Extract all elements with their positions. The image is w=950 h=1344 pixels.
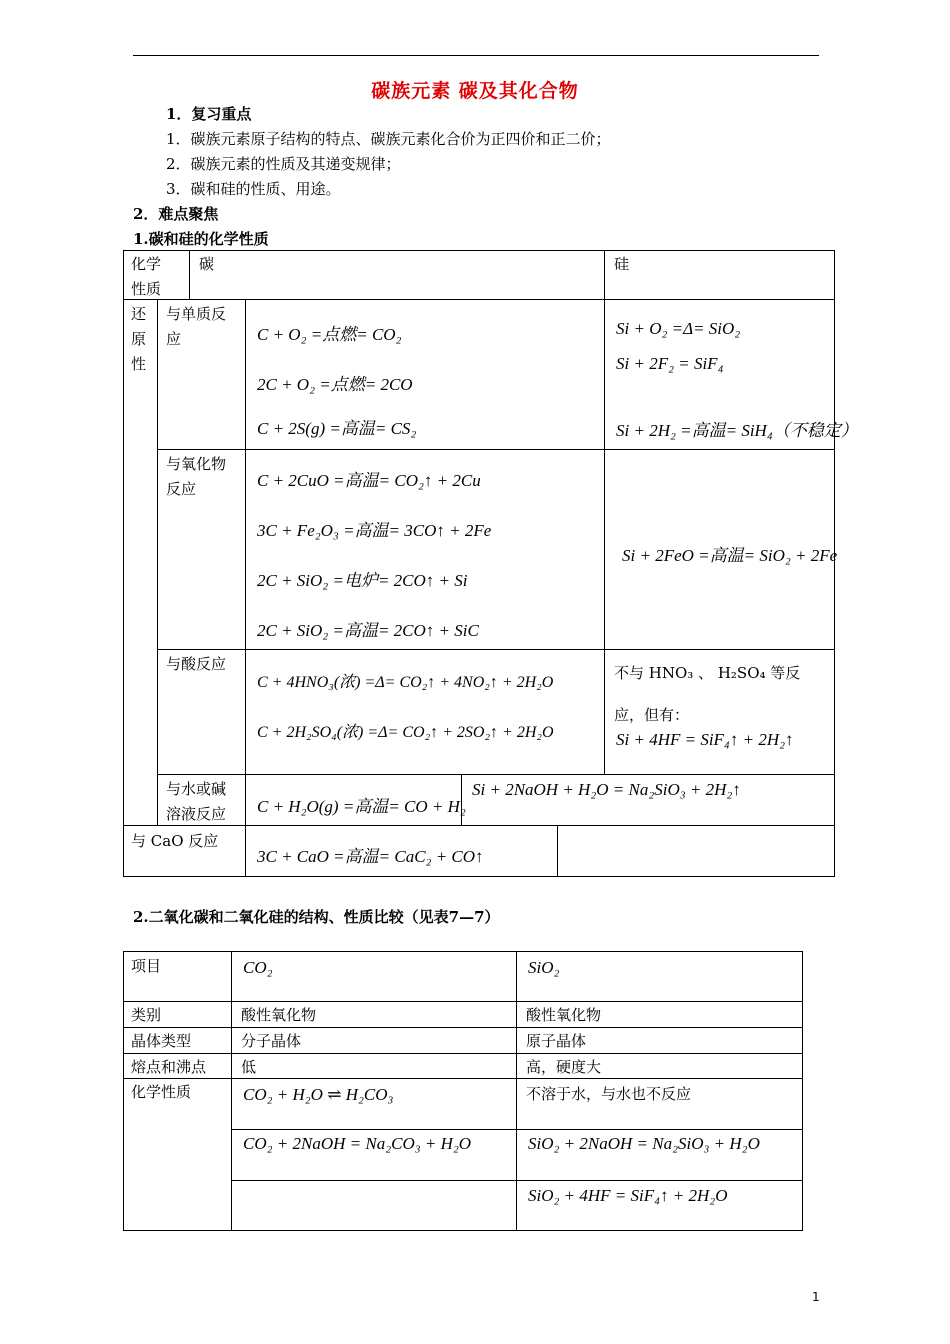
header-silicon: 硅 [614, 255, 630, 273]
review-item-3: 3．碳和硅的性质、用途。 [166, 180, 341, 198]
t2-co2-water: CO₂ + H₂O ⇌ H₂CO₃ [243, 1085, 394, 1104]
t2-row-category: 类别 [131, 1006, 162, 1024]
eq-si-hf: Si + 4HF = SiF₄↑ + 2H₂↑ [616, 730, 794, 749]
t2-co2-melting: 低 [241, 1058, 257, 1076]
eq-si-feo: Si + 2FeO =高温= SiO₂ + 2Fe [622, 546, 838, 565]
t2-co2-category: 酸性氧化物 [241, 1006, 317, 1024]
eq-c-hno3: C + 4HNO₃(浓) =Δ= CO₂↑ + 4NO₂↑ + 2H₂O [257, 674, 554, 691]
note-but: 应，但有： [614, 706, 690, 724]
table1-heading: 1.碳和硅的化学性质 [133, 230, 269, 248]
t2-row-chem: 化学性质 [131, 1083, 192, 1101]
eq-si-naoh: Si + 2NaOH + H₂O = Na₂SiO₃ + 2H₂↑ [472, 780, 741, 799]
t2-header-co2: CO₂ [243, 958, 273, 977]
note-no-reaction-acids: 不与 HNO₃ 、 H₂SO₄ 等反 [614, 664, 801, 682]
t2-sio2-category: 酸性氧化物 [526, 1006, 602, 1024]
header-rule [133, 55, 819, 56]
t2-co2-crystal: 分子晶体 [241, 1032, 302, 1050]
review-item-1: 1．碳族元素原子结构的特点、碳族元素化合价为正四价和正二价； [166, 130, 611, 148]
t2-sio2-melting: 高，硬度大 [526, 1058, 602, 1076]
eq-si-o2-sio2: Si + O₂ =Δ= SiO₂ [616, 319, 741, 338]
eq-c-fe2o3: 3C + Fe₂O₃ =高温= 3CO↑ + 2Fe [257, 521, 492, 540]
eq-c-cao: 3C + CaO =高温= CaC₂ + CO↑ [257, 847, 484, 866]
eq-si-2h2-sih4: Si + 2H₂ =高温= SiH₄（不稳定） [616, 421, 858, 440]
review-item-2: 2．碳族元素的性质及其递变规律； [166, 155, 401, 173]
t2-row-crystal: 晶体类型 [131, 1032, 192, 1050]
header-carbon: 碳 [199, 255, 215, 273]
row-label-element: 与单质反应 [166, 305, 227, 348]
t2-header-item: 项目 [131, 957, 162, 975]
page-number: 1 [812, 1290, 820, 1304]
eq-c-h2o: C + H₂O(g) =高温= CO + H₂ [257, 797, 466, 816]
eq-c-cuo: C + 2CuO =高温= CO₂↑ + 2Cu [257, 471, 481, 490]
eq-c-sio2-si: 2C + SiO₂ =电炉= 2CO↑ + Si [257, 571, 468, 590]
row-label-cao: 与 CaO 反应 [131, 832, 219, 850]
t2-co2-naoh: CO₂ + 2NaOH = Na₂CO₃ + H₂O [243, 1134, 472, 1153]
row-label-acid: 与酸反应 [166, 655, 227, 673]
t2-header-sio2: SiO₂ [528, 958, 560, 977]
section2-heading: 2．难点聚焦 [133, 205, 219, 223]
t2-sio2-water: 不溶于水，与水也不反应 [526, 1085, 692, 1103]
eq-c-h2so4: C + 2H₂SO₄(浓) =Δ= CO₂↑ + 2SO₂↑ + 2H₂O [257, 724, 554, 741]
t2-row-melting: 熔点和沸点 [131, 1058, 207, 1076]
t2-sio2-crystal: 原子晶体 [526, 1032, 587, 1050]
page-title: 碳族元素 碳及其化合物 [371, 80, 579, 102]
table2-heading: 2.二氧化碳和二氧化硅的结构、性质比较（见表7—7） [133, 908, 500, 926]
eq-2c-o2-2co: 2C + O₂ =点燃= 2CO [257, 375, 413, 394]
eq-c-o2-co2: C + O₂ =点燃= CO₂ [257, 325, 402, 344]
row-label-water-base: 与水或碱溶液反应 [166, 780, 227, 823]
reducibility-label: 还原性 [131, 305, 147, 373]
eq-si-2f2-sif4: Si + 2F₂ = SiF₄ [616, 354, 724, 373]
t2-sio2-hf: SiO₂ + 4HF = SiF₄↑ + 2H₂O [528, 1186, 728, 1205]
row-label-oxide: 与氧化物反应 [166, 455, 227, 498]
eq-c-sio2-sic: 2C + SiO₂ =高温= 2CO↑ + SiC [257, 621, 479, 640]
t2-sio2-naoh: SiO₂ + 2NaOH = Na₂SiO₃ + H₂O [528, 1134, 760, 1153]
header-chem-property: 化学性质 [131, 255, 162, 298]
eq-c-2s-cs2: C + 2S(g) =高温= CS₂ [257, 419, 417, 438]
section1-heading: 1．复习重点 [166, 105, 252, 123]
